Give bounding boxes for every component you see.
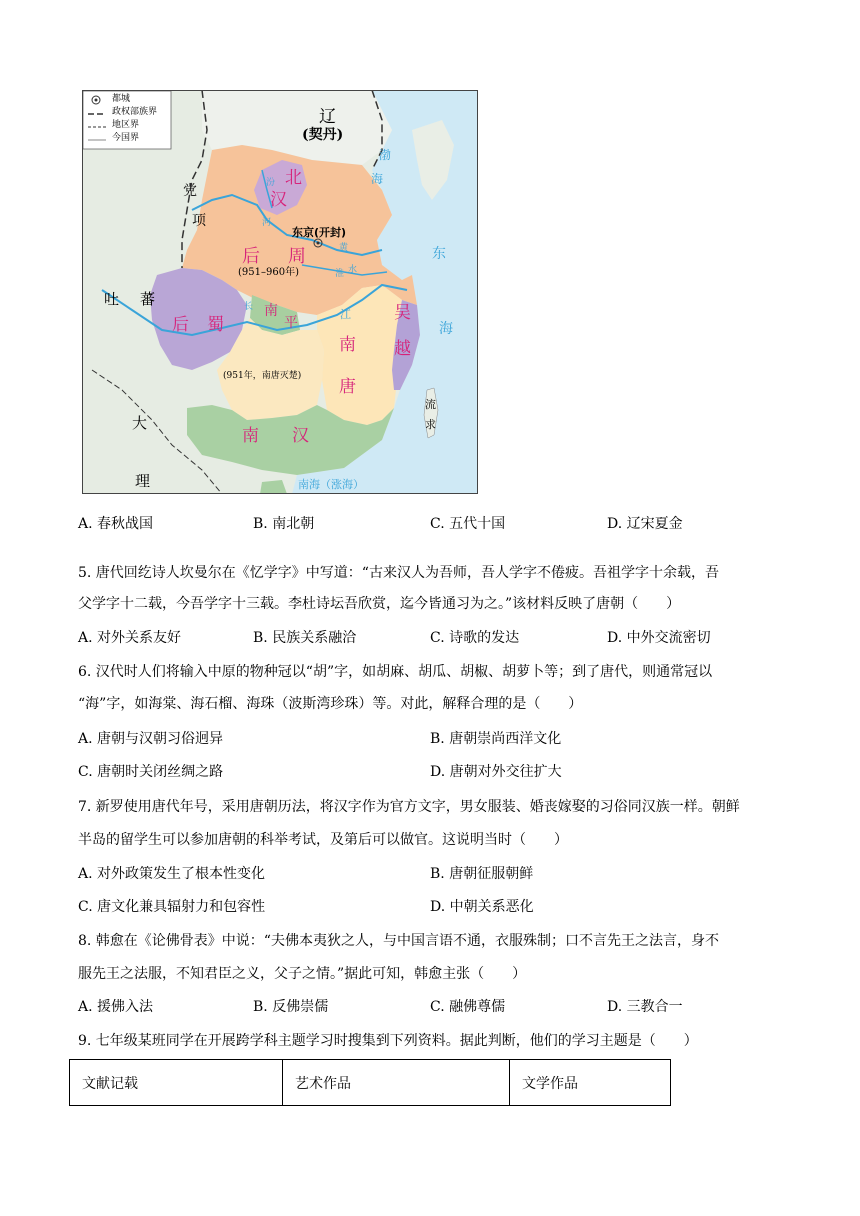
map-label-bohai-2: 海 [371,172,384,186]
q7-option-a [78,864,265,884]
q8-option-b [253,997,328,1017]
q4-option-c-letter: C. [430,516,445,532]
map-label-tubo-1: 吐 [104,290,120,308]
q8-option-b-letter: B. [253,999,268,1015]
map-label-beihan-2: 汉 [270,190,287,210]
five-dynasties-map [82,90,478,494]
q5-option-d-text: 中外交流密切 [626,630,711,646]
q4-option-d-letter: D. [607,516,623,532]
q8-option-d [607,997,683,1017]
q8-option-b-text: 反佛崇儒 [272,999,329,1015]
map-legend-capital-dot [95,99,98,102]
q4-option-d-text: 辽宋夏金 [626,516,683,532]
q9-table-header-artworks: 艺术作品 [283,1060,510,1106]
map-capital-dot [317,242,320,245]
legend-country-label: 今国界 [112,133,140,143]
map-label-river-he: 河 [262,218,272,228]
q5-option-a-letter: A. [78,630,93,646]
q4-option-b-letter: B. [253,516,268,532]
q8-option-a-letter: A. [78,999,93,1015]
q7-option-b-letter: B. [430,866,445,882]
q6-stem-line1: 6. 汉代时人们将输入中原的物种冠以“胡”字，如胡麻、胡瓜、胡椒、胡萝卜等；到了唐代，则通常冠以 [78,664,713,680]
q5-stem-line2: 父学字十二载，今吾学字十三载。李杜诗坛吾欣赏，迄今皆通习为之。”该材料反映了唐朝（ ） [78,596,681,612]
q8-stem-line1: 8. 韩愈在《论佛骨表》中说：“夫佛本夷狄之人，与中国言语不通，衣服殊制；口不言先王之法言，身不 [78,933,719,949]
map-label-nanping-2: 平 [284,315,298,331]
q6-option-a-letter: A. [78,731,93,747]
legend-region-label: 地区界 [112,120,140,130]
map-label-wuyue-2: 越 [394,339,411,359]
map-label-wuyue-1: 吴 [394,303,411,323]
legend-regime-label: 政权部族界 [112,107,158,117]
legend-capital-label: 都城 [112,94,131,104]
q9-table-header-documents: 文献记载 [70,1060,283,1106]
q7-option-c-text: 唐文化兼具辐射力和包容性 [97,899,266,915]
map-label-liao: 辽 [319,107,336,127]
q7-option-d-letter: D. [430,899,446,915]
q8-option-c-letter: C. [430,999,445,1015]
q6-option-d-text: 唐朝对外交往扩大 [449,764,562,780]
q5-option-d-letter: D. [607,630,623,646]
q5-option-c-letter: C. [430,630,445,646]
map-label-dali-2: 理 [135,472,151,490]
map-label-houzhou-1: 后 [242,246,260,267]
q4-option-c [430,514,505,534]
map-label-river-huai: 淮 [335,269,345,279]
q5-option-a-text: 对外关系友好 [97,630,182,646]
q5-option-c-text: 诗歌的发达 [449,630,520,646]
q8-option-d-letter: D. [607,999,623,1015]
q7-option-d-text: 中朝关系恶化 [449,899,534,915]
map-label-dangxiang-2: 项 [192,213,206,229]
q8-stem-line2: 服先王之法服，不知君臣之义，父子之情。”据此可知，韩愈主张（ ） [78,966,527,982]
map-label-nanhan-1: 南 [242,426,259,446]
q8-option-d-text: 三教合一 [626,999,683,1015]
q7-option-a-text: 对外政策发生了根本性变化 [97,866,266,882]
q8-option-a-text: 援佛入法 [97,999,154,1015]
q6-stem-line2: “海”字，如海棠、海石榴、海珠（波斯湾珍珠）等。对此，解释合理的是（ ） [78,696,583,712]
map-label-liuqiu-1: 流 [425,398,436,411]
q5-stem-line1: 5. 唐代回纥诗人坎曼尔在《忆学字》中写道：“古来汉人为吾师，吾人学字不倦疲。吾祖学字十余载，吾 [78,565,719,581]
q7-option-b [430,864,533,884]
q6-option-c-text: 唐朝时关闭丝绸之路 [97,764,224,780]
map-label-houshu-2: 蜀 [207,315,224,335]
map-label-river-shui: 水 [348,265,358,275]
table-row [70,1060,671,1106]
map-legend-text [112,93,157,145]
map-label-qidan: (契丹) [302,127,344,143]
q7-stem-line1: 7. 新罗使用唐代年号，采用唐朝历法，将汉字作为官方文字，男女服装、婚丧嫁娶的习俗同汉族一样。朝鲜 [78,799,740,815]
map-label-nantang-1: 南 [339,335,356,355]
map-label-houzhou-years: (951–960年) [238,267,299,278]
q9-table [69,1059,671,1106]
map-label-bohai-1: 渤 [379,148,392,162]
q5-option-d [607,628,711,648]
map-label-nanhai: 南海（涨海） [298,478,364,491]
map-label-liuqiu-2: 求 [425,418,436,431]
q5-option-c [430,628,519,648]
q7-option-d [430,897,534,917]
q6-option-a-text: 唐朝与汉朝习俗迥异 [97,731,224,747]
q8-option-c-text: 融佛尊儒 [449,999,506,1015]
q6-option-c [78,762,223,782]
q5-option-b-letter: B. [253,630,268,646]
q4-option-a-letter: A. [78,516,93,532]
q6-option-b [430,729,561,749]
map-label-nantang-2: 唐 [339,377,356,397]
map-label-nanping-1: 南 [264,303,278,319]
q4-option-a-text: 春秋战国 [97,516,154,532]
q7-option-b-text: 唐朝征服朝鲜 [449,866,534,882]
q5-option-a [78,628,181,648]
q4-option-b-text: 南北朝 [272,516,315,532]
map-label-beihan-1: 北 [285,168,302,188]
map-label-dali-1: 大 [132,414,148,432]
q6-option-b-text: 唐朝崇尚西洋文化 [449,731,562,747]
q4-option-a [78,514,153,534]
map-label-donghai-2: 海 [439,321,453,337]
q7-option-c-letter: C. [78,899,93,915]
q9-stem-line1: 9. 七年级某班同学在开展跨学科主题学习时搜集到下列资料。据此判断，他们的学习主题是（ ） [78,1033,698,1049]
q6-option-d-letter: D. [430,764,446,780]
q4-option-d [607,514,683,534]
q7-option-a-letter: A. [78,866,93,882]
q5-option-b [253,628,356,648]
map-label-donghai-1: 东 [432,246,446,262]
map-label-houshu-1: 后 [172,315,189,335]
map-label-river-fen: 汾 [266,178,276,188]
q7-stem-line2: 半岛的留学生可以参加唐朝的科举考试，及第后可以做官。这说明当时（ ） [78,832,568,848]
map-label-river-huang: 黄 [339,243,349,253]
map-label-river-chang: 长 [244,302,254,312]
q7-option-c [78,897,265,917]
map-label-dangxiang-1: 党 [183,183,197,199]
map-label-river-jiang: 江 [340,308,351,321]
map-label-tubo-2: 蕃 [140,290,156,308]
q6-option-b-letter: B. [430,731,445,747]
q6-option-a [78,729,223,749]
map-label-chu-note: (951年，南唐灭楚) [223,371,302,381]
q8-option-a [78,997,153,1017]
map-label-capital: 东京(开封) [292,226,347,239]
map-label-houzhou-2: 周 [288,246,306,267]
q4-option-c-text: 五代十国 [449,516,506,532]
q5-option-b-text: 民族关系融洽 [272,630,357,646]
q6-option-c-letter: C. [78,764,93,780]
q4-option-b [253,514,314,534]
q9-table-header-literature: 文学作品 [510,1060,671,1106]
map-label-nanhan-2: 汉 [292,426,309,446]
q8-option-c [430,997,505,1017]
q6-option-d [430,762,562,782]
